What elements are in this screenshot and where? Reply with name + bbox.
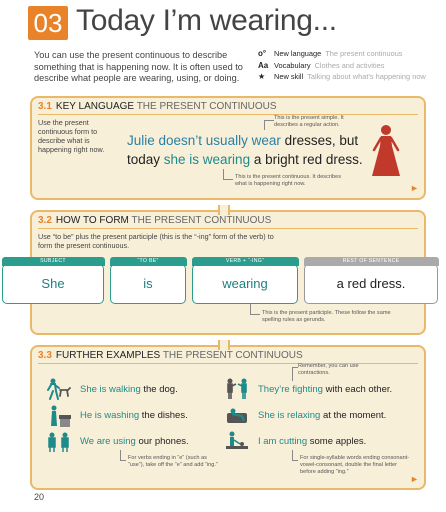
section-sub: THE PRESENT CONTINUOUS bbox=[136, 101, 277, 112]
formula-subject bbox=[2, 258, 104, 304]
formula-head: REST OF SENTENCE bbox=[304, 257, 439, 266]
example-right-3 bbox=[258, 436, 366, 447]
note-spelling-e: For verbs ending in “e” (such as “use”), take off the “e” and add “ing.” bbox=[128, 455, 218, 468]
formula-word: a red dress. bbox=[336, 276, 406, 291]
grammar-icon: o° bbox=[258, 49, 267, 58]
audio-icon[interactable]: ► bbox=[410, 183, 419, 193]
pointer-line bbox=[250, 314, 260, 315]
example-right-2 bbox=[258, 410, 386, 421]
note-spelling-double: For single-syllable words ending consonant-vowel-consonant, double the final letter before adding “ing.” bbox=[300, 455, 410, 475]
example-line-1 bbox=[127, 132, 358, 150]
skill-icon: ★ bbox=[258, 72, 266, 81]
sentence-text: today bbox=[127, 152, 164, 167]
section-key: KEY LANGUAGE bbox=[55, 101, 135, 112]
divider bbox=[38, 228, 418, 229]
example-text: some apples. bbox=[307, 436, 367, 447]
example-left-3 bbox=[80, 436, 189, 447]
explain-text: Use the present continuous form to describe what is happening right now. bbox=[38, 118, 105, 154]
formula-head: VERB + “-ING” bbox=[192, 257, 299, 266]
woman-red-dress-icon bbox=[368, 124, 404, 180]
highlight-present-continuous: she is wearing bbox=[163, 152, 251, 167]
intro-text: You can use the present continuous to describe something that is happening now. It is often used to describe what people are wearing, using, or doing. bbox=[34, 50, 243, 83]
note-present-simple: This is the present simple. It describes a regular action. bbox=[274, 115, 344, 128]
meta-row-vocabulary bbox=[258, 60, 443, 72]
section-key-language bbox=[30, 96, 426, 200]
example-text: with each other. bbox=[322, 384, 393, 395]
vocabulary-icon: Aa bbox=[258, 60, 269, 70]
section-number: 3.1 bbox=[38, 101, 52, 112]
meta-key: New skill bbox=[274, 72, 304, 81]
pointer-line bbox=[264, 120, 274, 121]
section-title bbox=[38, 215, 271, 226]
note-present-participle: This is the present participle. These follow the same spelling rules as gerunds. bbox=[262, 310, 391, 323]
example-left-1 bbox=[80, 384, 178, 395]
section-title bbox=[38, 350, 303, 361]
pointer-line bbox=[292, 367, 293, 381]
meta-value: Talking about what’s happening now bbox=[307, 72, 426, 81]
section-number: 3.3 bbox=[38, 350, 52, 361]
formula-word: She bbox=[41, 276, 65, 291]
pointer-line bbox=[264, 120, 265, 130]
meta-value: The present continuous bbox=[325, 49, 403, 58]
note-present-continuous: This is the present continuous. It describes what is happening right now. bbox=[235, 174, 342, 187]
formula-word: wearing bbox=[222, 276, 268, 291]
meta-key: New language bbox=[274, 49, 322, 58]
walking-dog-icon bbox=[46, 378, 72, 400]
page-title: Today I’m wearing... bbox=[76, 4, 337, 37]
meta-row-skill bbox=[258, 71, 443, 83]
section-sub: THE PRESENT CONTINUOUS bbox=[131, 215, 272, 226]
pointer-line bbox=[292, 460, 298, 461]
connector bbox=[218, 205, 230, 215]
sentence-text: dresses, but bbox=[280, 133, 359, 148]
pointer-line bbox=[250, 304, 251, 314]
audio-icon[interactable]: ► bbox=[410, 474, 419, 484]
lesson-meta bbox=[258, 48, 443, 83]
connector bbox=[218, 340, 230, 350]
page-header bbox=[0, 0, 446, 44]
using-phones-icon bbox=[46, 431, 72, 453]
example-left-2 bbox=[80, 410, 188, 421]
pointer-line bbox=[120, 460, 126, 461]
meta-value: Clothes and activities bbox=[314, 60, 385, 70]
explain-text: Use “to be” plus the present participle (this is the “-ing” form of the verb) to form the present continuous. bbox=[38, 232, 274, 250]
meta-row-language bbox=[258, 48, 443, 60]
example-text: the dog. bbox=[140, 384, 178, 395]
highlight: We are using bbox=[80, 436, 136, 447]
section-sub: THE PRESENT CONTINUOUS bbox=[162, 350, 303, 361]
example-right-1 bbox=[258, 384, 392, 395]
pointer-line bbox=[120, 450, 121, 460]
formula-rest bbox=[304, 258, 438, 304]
example-text: at the moment. bbox=[320, 410, 387, 421]
formula-word: is bbox=[143, 276, 153, 291]
section-key: HOW TO FORM bbox=[55, 215, 129, 226]
formula-to-be bbox=[110, 258, 186, 304]
fighting-icon bbox=[224, 378, 250, 400]
meta-key: Vocabulary bbox=[274, 60, 311, 70]
pointer-line bbox=[292, 367, 298, 368]
formula-head: SUBJECT bbox=[2, 257, 105, 266]
highlight-present-simple: Julie doesn’t usually wear bbox=[127, 133, 281, 148]
page-number: 20 bbox=[34, 492, 45, 502]
highlight: I am cutting bbox=[258, 436, 308, 447]
formula-verb-ing bbox=[192, 258, 298, 304]
unit-number: 03 bbox=[28, 6, 68, 40]
cutting-apples-icon bbox=[224, 431, 250, 453]
pointer-line bbox=[223, 169, 224, 179]
sentence-text: a bright red dress. bbox=[250, 152, 363, 167]
section-further-examples bbox=[30, 345, 426, 490]
highlight: He is washing bbox=[80, 410, 140, 421]
example-line-2 bbox=[127, 151, 363, 169]
pointer-line bbox=[292, 450, 293, 460]
example-text: our phones. bbox=[135, 436, 189, 447]
section-key: FURTHER EXAMPLES bbox=[55, 350, 161, 361]
highlight: She is walking bbox=[80, 384, 141, 395]
washing-dishes-icon bbox=[46, 405, 72, 427]
example-text: the dishes. bbox=[139, 410, 188, 421]
section-number: 3.2 bbox=[38, 215, 52, 226]
formula-head: “TO BE” bbox=[110, 257, 187, 266]
highlight: They’re fighting bbox=[258, 384, 323, 395]
section-title bbox=[38, 101, 277, 112]
highlight: She is relaxing bbox=[258, 410, 321, 421]
relaxing-icon bbox=[224, 405, 250, 427]
pointer-line bbox=[223, 179, 233, 180]
note-contractions: Remember, you can use contractions. bbox=[298, 363, 359, 376]
